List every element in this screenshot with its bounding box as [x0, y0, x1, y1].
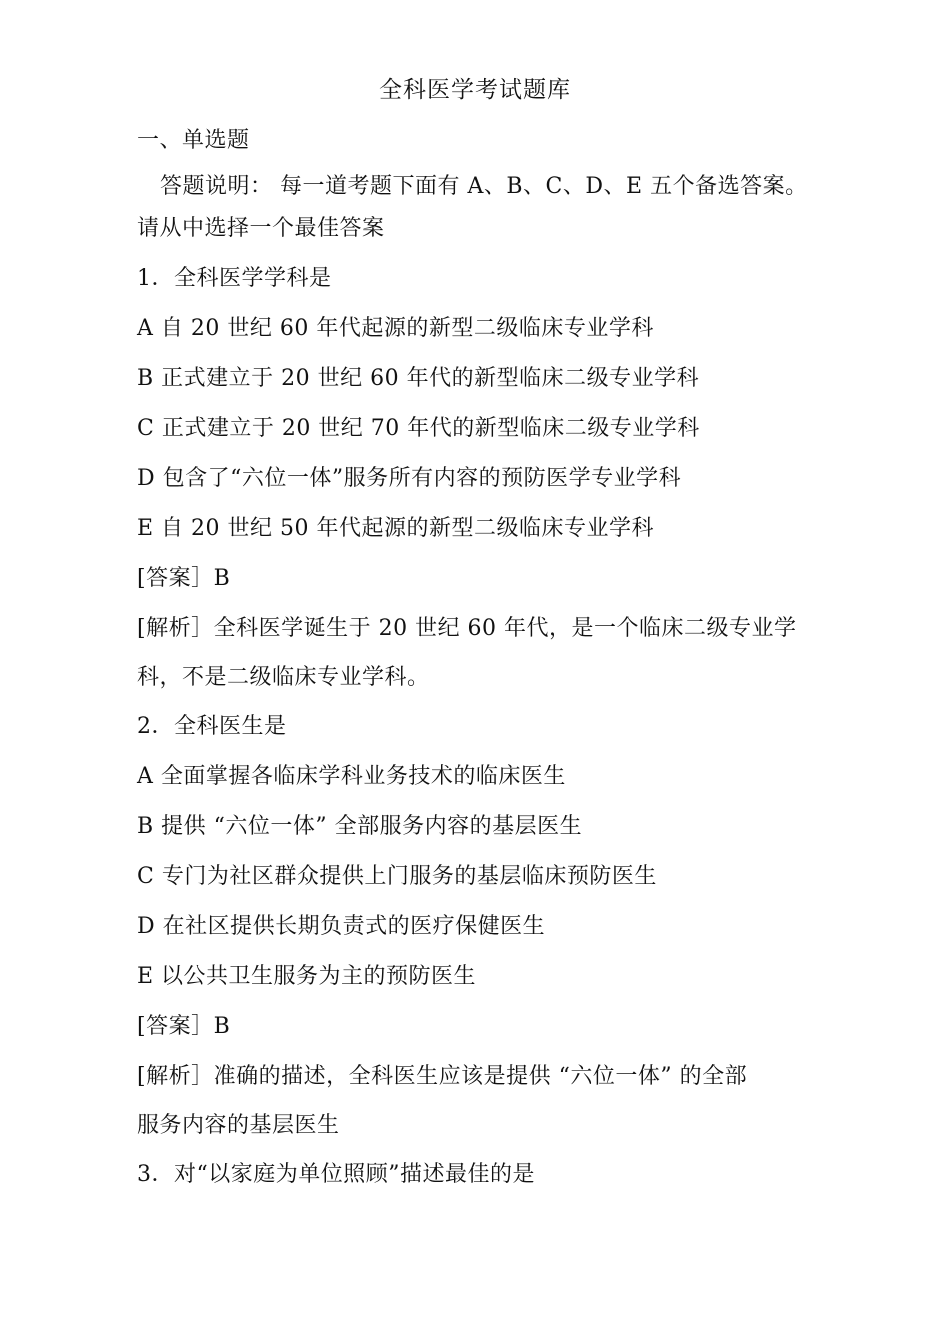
question-option: E 以公共卫生服务为主的预防医生	[137, 964, 477, 989]
section-heading: 一、单选题	[137, 128, 250, 153]
question-option: E 自 20 世纪 50 年代起源的新型二级临床专业学科	[137, 516, 655, 541]
question-option: B 提供 “六位一体” 全部服务内容的基层医生	[137, 814, 583, 839]
question-option: A 自 20 世纪 60 年代起源的新型二级临床专业学科	[137, 316, 654, 341]
question-stem: 1．全科医学学科是	[137, 266, 332, 291]
question-answer: [答案］B	[137, 1014, 231, 1039]
question-option: D 包含了“六位一体”服务所有内容的预防医学专业学科	[137, 466, 682, 491]
question-option: C 专门为社区群众提供上门服务的基层临床预防医生	[137, 864, 657, 889]
question-option: B 正式建立于 20 世纪 60 年代的新型临床二级专业学科	[137, 366, 700, 391]
question-analysis: [解析］准确的描述，全科医生应该是提供 “六位一体” 的全部	[137, 1064, 748, 1089]
question-option: A 全面掌握各临床学科业务技术的临床医生	[137, 764, 566, 789]
question-option: C 正式建立于 20 世纪 70 年代的新型临床二级专业学科	[137, 416, 700, 441]
instructions-line-1: 答题说明： 每一道考题下面有 A、B、C、D、E 五个备选答案。	[160, 174, 808, 199]
question-analysis: 科，不是二级临床专业学科。	[137, 665, 430, 690]
question-option: D 在社区提供长期负责式的医疗保健医生	[137, 914, 546, 939]
question-stem: 3．对“以家庭为单位照顾”描述最佳的是	[137, 1162, 535, 1187]
question-analysis: 服务内容的基层医生	[137, 1113, 340, 1138]
question-answer: [答案］B	[137, 566, 231, 591]
question-analysis: [解析］全科医学诞生于 20 世纪 60 年代，是一个临床二级专业学	[137, 616, 797, 641]
page-title: 全科医学考试题库	[379, 77, 571, 103]
question-stem: 2．全科医生是	[137, 714, 287, 739]
instructions-line-2: 请从中选择一个最佳答案	[137, 216, 385, 241]
